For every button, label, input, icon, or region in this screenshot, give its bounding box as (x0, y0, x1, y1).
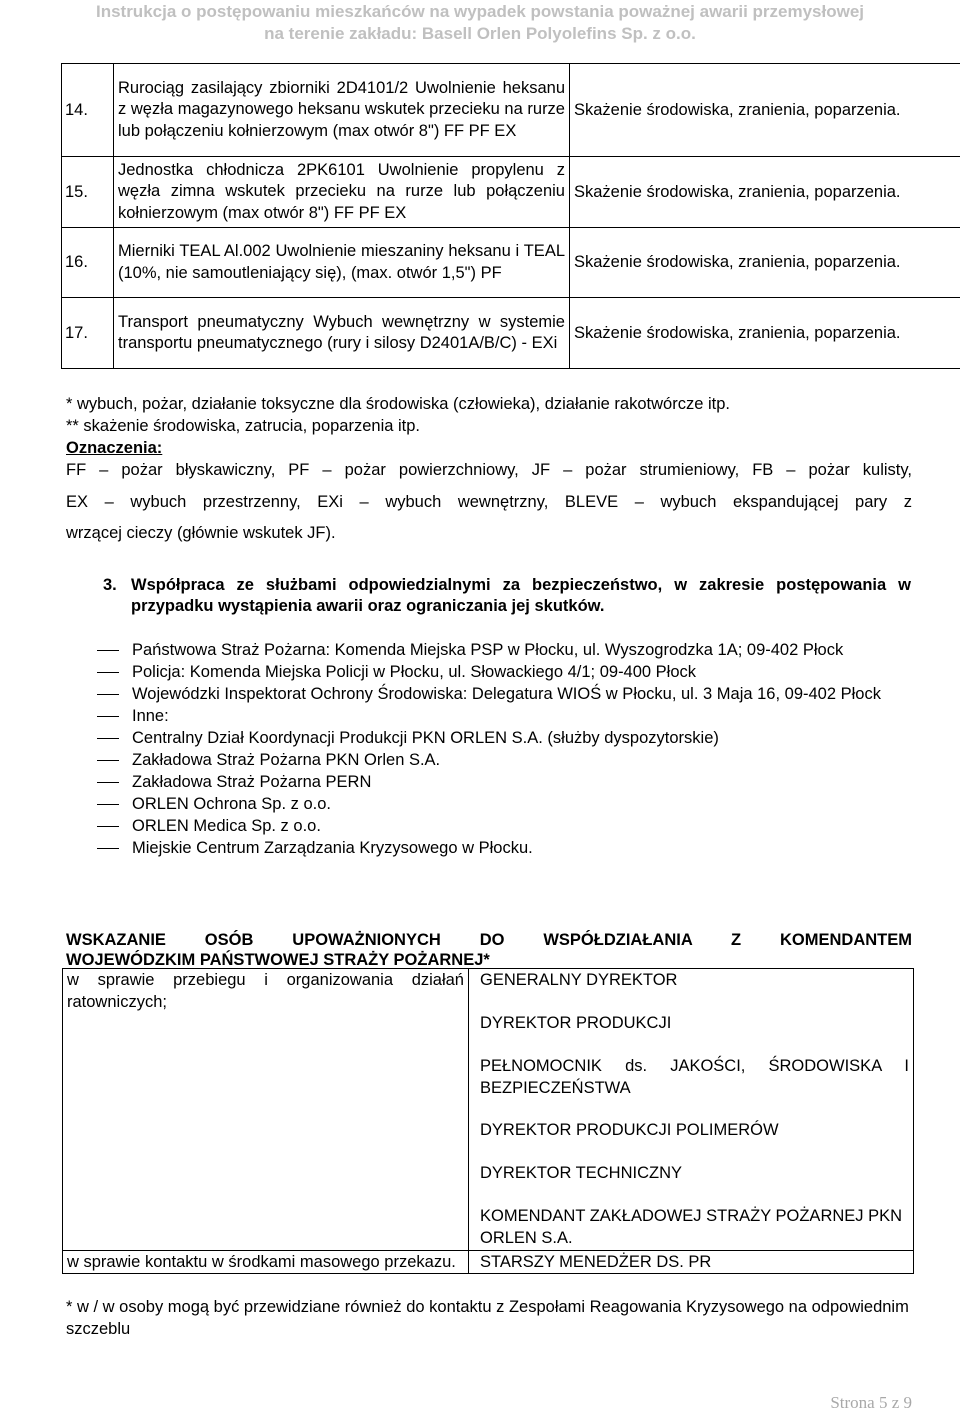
document-header-line1: Instrukcja o postępowaniu mieszkańców na wypadek powstania poważnej awarii przemysłowej (0, 0, 960, 23)
risk-effect: Skażenie środowiska, zranienia, poparzenia. (570, 228, 960, 298)
section-title: Współpraca ze służbami odpowiedzialnymi za bezpieczeństwo, w zakresie postępowania w przypadku wystąpienia awarii oraz ograniczania jej skutków. (131, 575, 911, 617)
footnote-star2: ** skażenie środowiska, zatrucia, poparzenia itp. (66, 415, 936, 437)
risk-description: Mierniki TEAL Al.002 Uwolnienie mieszaniny heksanu i TEAL (10%, nie samoutleniający się), (max. otwór 1,5") PF (114, 228, 570, 298)
oznaczenia-heading: Oznaczenia: (66, 439, 162, 457)
list-item: Wojewódzki Inspektorat Ochrony Środowiska: Delegatura WIOŚ w Płocku, ul. 3 Maja 16, 09-402 Płock (97, 683, 912, 705)
authorized-heading-line2: WOJEWÓDZKIM PAŃSTWOWEJ STRAŻY POŻARNEJ* (66, 950, 912, 970)
page-number: Strona 5 z 9 (830, 1393, 912, 1413)
document-header-line2: na terenie zakładu: Basell Orlen Polyolefins Sp. z o.o. (0, 22, 960, 45)
list-item: Państwowa Straż Pożarna: Komenda Miejska PSP w Płocku, ul. Wyszogrodzka 1A; 09-402 Płock (97, 639, 912, 661)
risk-description: Jednostka chłodnicza 2PK6101 Uwolnienie propylenu z węzła zimna wskutek przecieku na rurze lub połączeniu kołnierzowym (max otwór 8") FF PF EX (114, 157, 570, 228)
table-row (63, 969, 914, 1251)
list-item: Zakładowa Straż Pożarna PERN (97, 771, 912, 793)
row-number: 15. (62, 157, 114, 228)
row-number: 17. (62, 298, 114, 369)
authorized-heading-line1: WSKAZANIE OSÓB UPOWAŻNIONYCH DO WSPÓŁDZIAŁANIA Z KOMENDANTEM (66, 930, 912, 950)
table-row (62, 64, 960, 157)
row-number: 16. (62, 228, 114, 298)
risk-effect: Skażenie środowiska, zranienia, poparzenia. (570, 157, 960, 228)
table-row (62, 157, 960, 228)
list-item: Centralny Dział Koordynacji Produkcji PKN ORLEN S.A. (służby dyspozytorskie) (97, 727, 912, 749)
section-number: 3. (103, 575, 117, 596)
position-name: DYREKTOR PRODUKCJI (480, 1012, 909, 1055)
list-item: Zakładowa Straż Pożarna PKN Orlen S.A. (97, 749, 912, 771)
authorized-footnote: * w / w osoby mogą być przewidziane również do kontaktu z Zespołami Reagowania Kryzysowego na odpowiednim szczeblu (66, 1296, 912, 1340)
position-name: GENERALNY DYREKTOR (480, 969, 909, 1012)
risk-effect: Skażenie środowiska, zranienia, poparzenia. (570, 64, 960, 157)
position-name: KOMENDANT ZAKŁADOWEJ STRAŻY POŻARNEJ PKN ORLEN S.A. (480, 1205, 909, 1249)
table-row (63, 1251, 914, 1274)
risk-description: Transport pneumatyczny Wybuch wewnętrzny w systemie transportu pneumatycznego (rury i silosy D2401A/B/C) - EXi (114, 298, 570, 369)
positions-cell (469, 969, 914, 1251)
authorized-heading (66, 930, 912, 970)
scope-cell: w sprawie przebiegu i organizowania działań ratowniczych; (63, 969, 469, 1251)
table-row (62, 298, 960, 369)
legend-line: FF – pożar błyskawiczny, PF – pożar powierzchniowy, JF – pożar strumieniowy, FB – pożar kulisty, (66, 459, 912, 481)
section-3-heading (103, 575, 911, 617)
table-row (62, 228, 960, 298)
positions-cell: STARSZY MENEDŻER DS. PR (469, 1251, 914, 1274)
position-name: DYREKTOR TECHNICZNY (480, 1162, 909, 1205)
position-name: PEŁNOMOCNIK ds. JAKOŚCI, ŚRODOWISKA I BEZPIECZEŃSTWA (480, 1055, 909, 1119)
risk-effect: Skażenie środowiska, zranienia, poparzenia. (570, 298, 960, 369)
legend-line: wrzącej cieczy (głównie wskutek JF). (66, 522, 936, 544)
scope-cell: w sprawie kontaktu w środkami masowego przekazu. (63, 1251, 469, 1274)
authorized-table (62, 968, 914, 1274)
list-item: ORLEN Ochrona Sp. z o.o. (97, 793, 912, 815)
list-item: ORLEN Medica Sp. z o.o. (97, 815, 912, 837)
position-name: DYREKTOR PRODUKCJI POLIMERÓW (480, 1119, 909, 1162)
list-item: Inne: (97, 705, 912, 727)
row-number: 14. (62, 64, 114, 157)
footnote-star1: * wybuch, pożar, działanie toksyczne dla środowiska (człowieka), działanie rakotwórcze itp. (66, 393, 936, 415)
contact-list (97, 639, 912, 859)
risk-table (61, 63, 960, 369)
legend-line: EX – wybuch przestrzenny, EXi – wybuch wewnętrzny, BLEVE – wybuch ekspandującej pary z (66, 491, 912, 513)
risk-description: Rurociąg zasilający zbiorniki 2D4101/2 Uwolnienie heksanu z węzła magazynowego heksanu wskutek przecieku na rurze lub połączeniu kołnierzowym (max otwór 8") FF PF EX (114, 64, 570, 157)
list-item: Miejskie Centrum Zarządzania Kryzysowego w Płocku. (97, 837, 912, 859)
list-item: Policja: Komenda Miejska Policji w Płocku, ul. Słowackiego 4/1; 09-400 Płock (97, 661, 912, 683)
